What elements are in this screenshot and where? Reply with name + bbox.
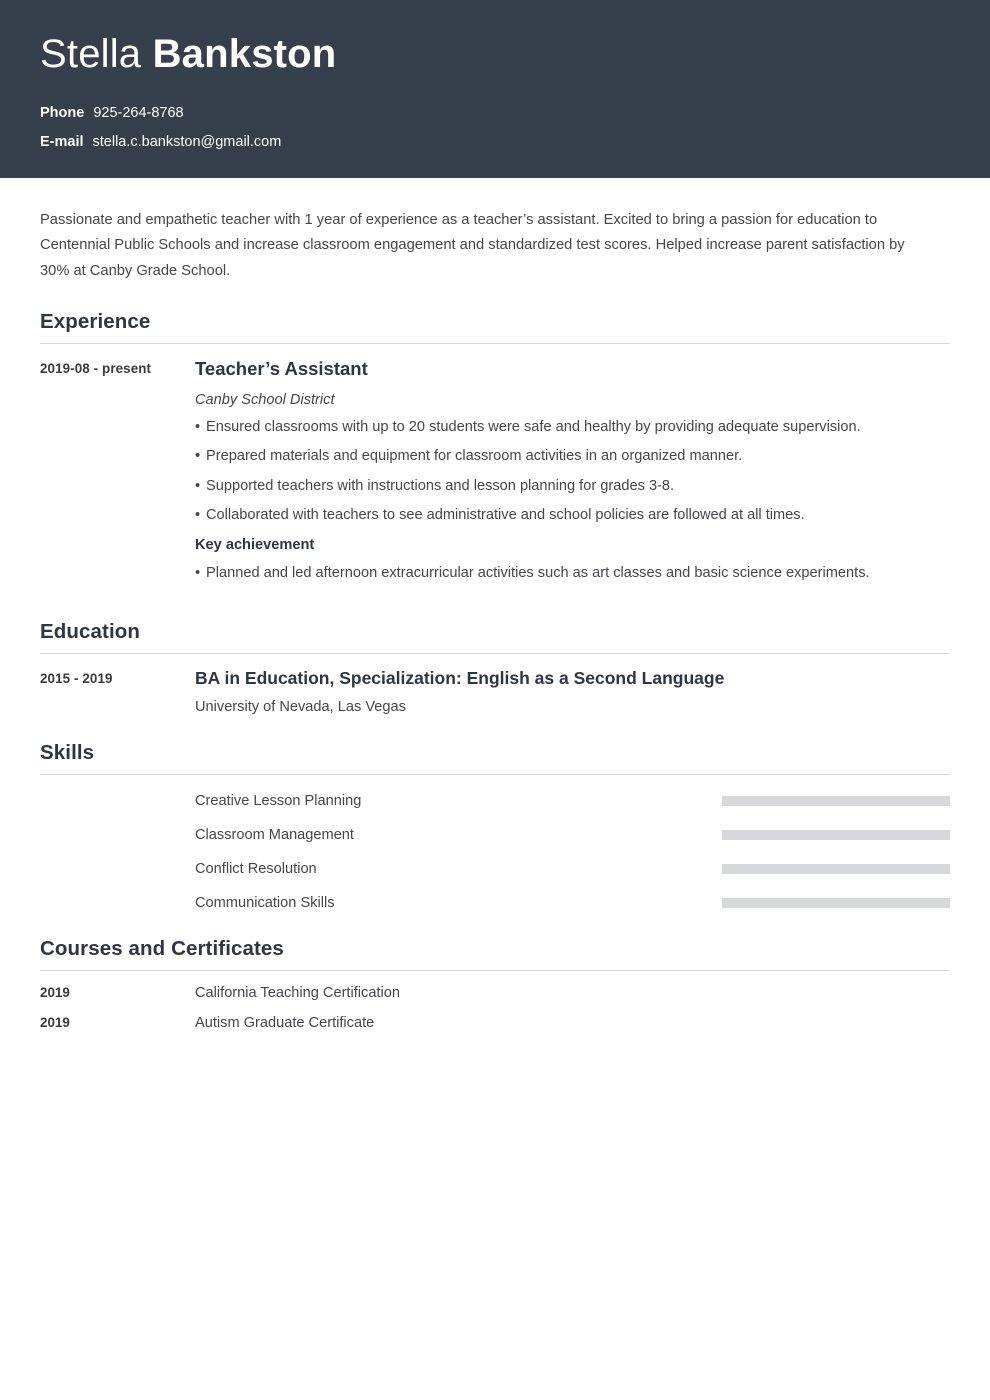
section-divider [40, 653, 950, 654]
experience-bullet-list [195, 419, 950, 525]
skill-name: Conflict Resolution [195, 861, 317, 878]
education-entry-main [195, 668, 950, 715]
skill-level-bar [722, 898, 950, 908]
experience-organization: Canby School District [195, 391, 335, 408]
course-date: 2019 [40, 1015, 70, 1031]
professional-summary: Passionate and empathetic teacher with 1 year of experience as a teacher’s assistant. Excited to bring a passion for education to Centennial Public Schools and increase classroom engagement and standardized test scores. Helped increase parent satisfaction by 30% at Canby Grade School. [40, 212, 905, 279]
experience-entry-main [195, 358, 950, 595]
resume-header [0, 0, 990, 178]
section-education [40, 620, 950, 715]
key-achievement-label: Key achievement [195, 536, 315, 553]
page-title [40, 32, 950, 77]
skill-row [195, 861, 950, 877]
list-item: • Planned and led afternoon extracurricular activities such as art classes and basic science experiments. [195, 565, 950, 583]
skill-row [195, 827, 950, 843]
skill-level-bar [722, 830, 950, 840]
section-title-education: Education [40, 620, 140, 644]
section-divider [40, 970, 950, 971]
last-name: Bankston [152, 32, 337, 76]
contact-label-email: E-mail [40, 133, 84, 150]
list-item: • Prepared materials and equipment for classroom activities in an organized manner. [195, 448, 950, 466]
skill-row [195, 793, 950, 809]
contact-value-phone[interactable]: 925-264-8768 [93, 104, 184, 121]
section-experience [40, 310, 950, 595]
course-name: California Teaching Certification [195, 985, 400, 1002]
education-entry-date: 2015 - 2019 [40, 671, 113, 687]
experience-job-title: Teacher’s Assistant [195, 357, 368, 379]
section-divider [40, 774, 950, 775]
course-date: 2019 [40, 985, 70, 1001]
resume-body [0, 208, 990, 1031]
skill-row [195, 895, 950, 911]
education-entry [40, 668, 950, 715]
contact-row-phone [40, 105, 950, 121]
section-title-skills: Skills [40, 741, 95, 765]
list-item: • Ensured classrooms with up to 20 students were safe and healthy by providing adequate supervision. [195, 419, 950, 437]
education-degree-title: BA in Education, Specialization: English as a Second Language [195, 668, 725, 689]
course-row [40, 1015, 950, 1031]
list-item: • Supported teachers with instructions and lesson planning for grades 3-8. [195, 478, 950, 496]
first-name: Stella [40, 32, 142, 76]
skill-name: Creative Lesson Planning [195, 793, 362, 810]
education-institution: University of Nevada, Las Vegas [195, 699, 406, 716]
section-divider [40, 343, 950, 344]
skill-name: Classroom Management [195, 827, 354, 844]
skill-level-bar [722, 796, 950, 806]
key-achievement-list [195, 565, 950, 583]
section-title-experience: Experience [40, 309, 151, 333]
contact-value-email[interactable]: stella.c.bankston@gmail.com [92, 133, 282, 150]
course-name: Autism Graduate Certificate [195, 1015, 375, 1032]
skill-level-bar [722, 864, 950, 874]
experience-entry [40, 358, 950, 595]
list-item: • Collaborated with teachers to see administrative and school policies are followed at all times. [195, 507, 950, 525]
section-title-courses: Courses and Certificates [40, 937, 284, 961]
course-row [40, 985, 950, 1001]
skill-name: Communication Skills [195, 895, 335, 912]
section-courses [40, 937, 950, 1031]
section-skills [40, 741, 950, 911]
experience-entry-date: 2019-08 - present [40, 360, 152, 376]
contact-label-phone: Phone [40, 104, 85, 121]
contact-row-email [40, 134, 950, 150]
